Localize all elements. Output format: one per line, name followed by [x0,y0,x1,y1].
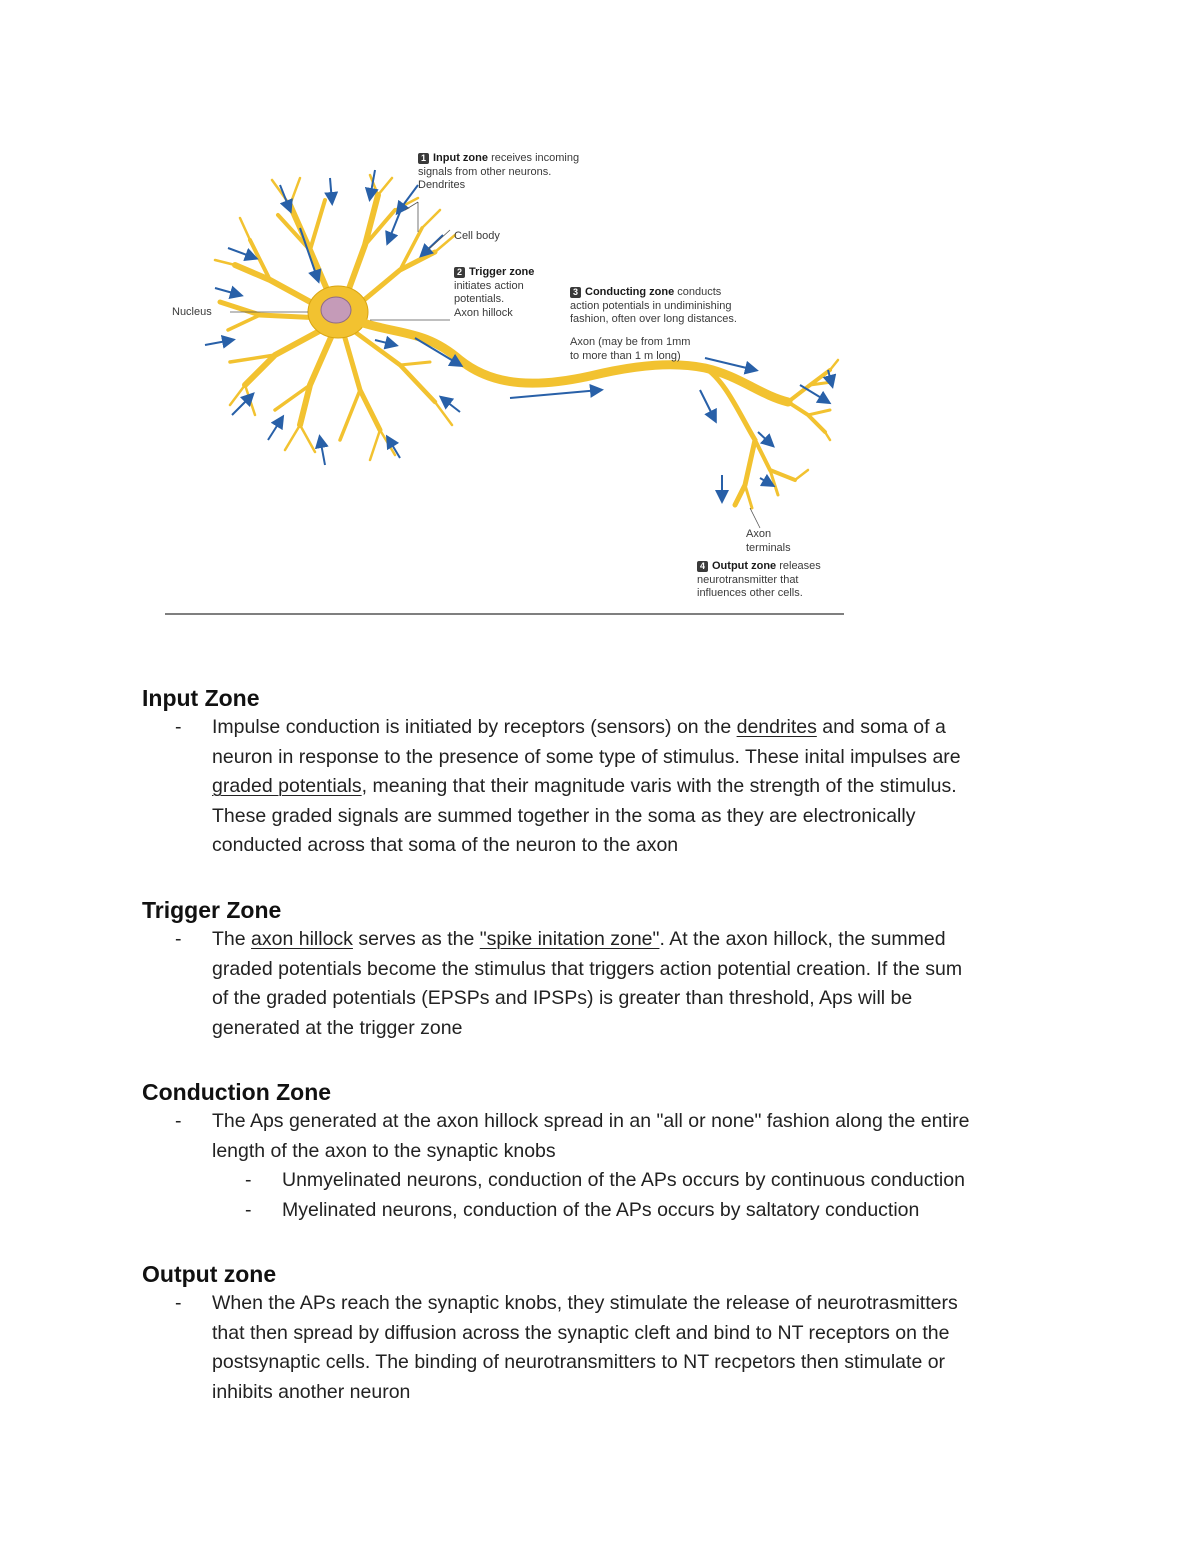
output-zone-text-2: neurotransmitter that [697,573,799,586]
conduction-zone-heading: Conduction Zone [142,1079,332,1105]
input-zone-section [142,683,1062,861]
neuron-figure [160,140,850,620]
output-zone-label [697,560,821,601]
bullet-dash: - [175,928,182,950]
trigger-text-1c: . At the axon hillock, the summed [659,928,946,950]
output-text-2: that then spread by diffusion across the synaptic cleft and bind to NT receptors on the [212,1321,950,1344]
output-zone-heading: Output zone [142,1261,277,1287]
input-text-1: Impulse conduction is initiated by receptors (sensors) on the [212,716,737,738]
bullet-dash: - [175,1292,182,1314]
conduction-zone-bullet [142,1107,1062,1166]
conducting-zone-text: conducts [677,286,722,298]
trigger-zone-section [142,895,1062,1043]
conducting-zone-text-3: fashion, often over long distances. [570,313,737,325]
input-text-1b: and soma of a [816,716,946,738]
axon-note-label [570,336,690,363]
conducting-zone-title: Conducting zone [585,286,675,298]
trigger-zone-heading: Trigger Zone [142,897,282,923]
axon-terminals-label [746,528,791,555]
dendrites-term: dendrites [736,716,817,738]
trigger-zone-title: Trigger zone [469,266,535,278]
dendrites-label: Dendrites [418,179,466,191]
output-text-4: inhibits another neuron [212,1380,411,1403]
conduction-zone-section [142,1077,1062,1225]
nucleus-label: Nucleus [172,306,212,318]
axon-note-line-2: to more than 1 m long) [570,349,681,362]
bullet-dash: - [175,1110,182,1132]
trigger-text-3: of the graded potentials (EPSPs and IPSPs) is greater than threshold, Aps will be [212,987,913,1009]
input-zone-number: 1 [418,153,429,164]
output-zone-bullet [142,1289,1062,1407]
axon-note-line-1: Axon (may be from 1mm [570,336,691,348]
input-zone-bullet [142,713,1062,861]
trigger-zone-text: initiates action [454,279,524,292]
output-text-3: postsynaptic cells. The binding of neurotransmitters to NT recpetors then stimulate or [212,1351,946,1373]
conducting-zone-number: 3 [570,287,581,298]
conduction-text-2: length of the axon to the synaptic knobs [212,1139,556,1162]
axon-hillock-label: Axon hillock [454,306,513,319]
axon-terminals-line-1: Axon [746,528,772,540]
output-text-1: When the APs reach the synaptic knobs, they stimulate the release of neurotrasmitters [212,1292,958,1314]
trigger-text-2: graded potentials become the stimulus that triggers action potential creation. If the sum [212,957,963,980]
conducting-zone-label [570,286,737,327]
input-text-5: conducted across that soma of the neuron to the axon [212,834,679,856]
output-zone-text: releases [779,560,821,572]
nucleus [321,297,351,323]
input-zone-title: Input zone [433,152,488,164]
trigger-text-4: generated at the trigger zone [212,1016,463,1039]
output-zone-section [142,1259,1062,1407]
axon-hillock-term: axon hillock [251,928,353,950]
bullet-dash: - [245,1169,252,1191]
output-zone-number: 4 [697,561,708,572]
trigger-text-1b: serves as the [352,928,480,950]
conduction-sub-text-2: Myelinated neurons, conduction of the APs occurs by saltatory conduction [282,1198,920,1221]
trigger-zone-label [454,266,534,320]
axon-terminals-line-2: terminals [746,541,791,554]
input-zone-text-2: signals from other neurons. [418,165,552,178]
input-text-2: neuron in response to the presence of some type of stimulus. These inital impulses are [212,745,961,768]
input-zone-heading: Input Zone [142,685,260,711]
bullet-dash: - [175,716,182,738]
input-zone-label [418,152,579,193]
trigger-text-1a: The [212,928,252,950]
conduction-sub-text-1: Unmyelinated neurons, conduction of the APs occurs by continuous conduction [282,1169,965,1191]
conduction-text-1: The Aps generated at the axon hillock spread in an "all or none" fashion along the entire [212,1110,970,1132]
bullet-dash: - [245,1198,252,1221]
output-zone-text-3: influences other cells. [697,587,803,599]
spike-initiation-zone-term: "spike initation zone" [479,928,660,950]
trigger-zone-text-2: potentials. [454,293,505,305]
input-text-3: , meaning that their magnitude varis with the strength of the stimulus. [361,775,957,797]
conduction-sub-bullet-2 [142,1196,1062,1226]
cell-body-label: Cell body [454,230,500,242]
trigger-zone-bullet [142,925,1062,1043]
graded-potentials-term: graded potentials [212,775,362,797]
input-text-4: These graded signals are summed together in the soma as they are electronically [212,804,916,827]
conduction-sub-bullet-1 [142,1166,1062,1196]
trigger-zone-number: 2 [454,267,465,278]
conducting-zone-text-2: action potentials in undiminishing [570,299,732,312]
input-zone-text: receives incoming [491,152,580,164]
output-zone-title: Output zone [712,560,777,572]
